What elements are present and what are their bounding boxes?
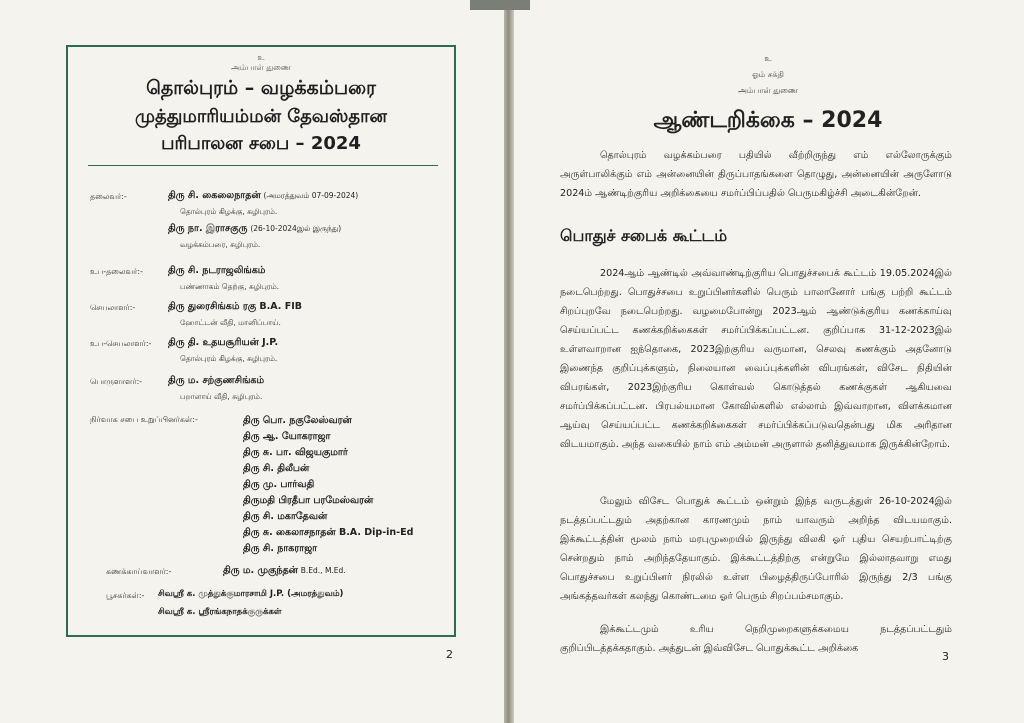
role-vice-secretary: உப-செயலாளர்:- <box>90 339 152 348</box>
right-invocation: அம்பாள் துணை <box>738 86 798 95</box>
auditor-name: திரு ம. முகுந்தன் B.Ed., M.Ed. <box>223 565 346 576</box>
role-president: தலைவர்:- <box>90 192 127 201</box>
right-page <box>512 0 1024 723</box>
member-name: திரு துரைசிங்கம் ரகு B.A. FIB <box>168 301 302 312</box>
committee-member: திரு சு. கைலாசநாதன் B.A. Dip-in-Ed <box>243 527 414 538</box>
report-title: ஆண்டறிக்கை – 2024 <box>653 108 883 133</box>
committee-member: திரு மு. பார்வதி <box>243 479 315 490</box>
member-name: திரு ம. சற்குணசிங்கம் <box>168 375 265 386</box>
committee-member: திருமதி பிரதீபா பரமேஸ்வரன் <box>243 495 374 506</box>
role-priests: பூசகர்கள்:- <box>106 591 145 600</box>
committee-member: திரு சி. நாகராஜா <box>243 543 318 554</box>
left-page <box>0 0 506 723</box>
member-place: பண்ணாகம் தெற்கு, சுழிபுரம். <box>180 282 280 291</box>
committee-member: திரு ஆ. யோகராஜா <box>243 431 331 442</box>
member-place: தொல்புரம் கிழக்கு, சுழிபுரம். <box>180 207 278 216</box>
title-line-1: தொல்புரம் – வழக்கம்பரை <box>146 77 376 99</box>
role-auditor: கணக்காய்வாளர்:- <box>106 567 172 576</box>
committee-frame <box>66 45 456 637</box>
member-name: திரு நா. இராசகுரு (26-10-2024இல் இருந்து) <box>168 223 342 234</box>
special-meeting-paragraph: மேலும் விசேட பொதுக் கூட்டம் ஒன்றும் இந்த வருடத்துள் 26-10-2024இல் நடத்தப்பட்டதும் அதற்கான காரணமும் நாம் யாவரும் அறிந்த விடயமாகும். இக்கூட்டத்தின் மூலம் நாம் மரபுமுறையில் இருந்து விலகி ஓர் புதிய செயற்பாட்டிற்கு சென்றதும் நாம் அறிந்ததேயாகும். இக்கூட்டத்திற்கு என்றுமே இல்லாதவாறு எமது பொதுச்சபை உறுப்பினர் நிரலில் உள்ள பிழைத்திருப்போரில் இருந்து 2/3 பங்கு அங்கத்தவர்கள் கலந்து கொண்டமை ஓர் பெரும் சிறப்பம்சமாகும். <box>560 496 952 602</box>
committee-member: திரு சு. பா. விஜயகுமார் <box>243 447 348 458</box>
member-place: ஹோட்டன் வீதி, மானிப்பாய். <box>180 318 281 327</box>
member-name: திரு சி. நடராஜலிங்கம் <box>168 265 266 276</box>
title-line-3: பரிபாலன சபை – 2024 <box>161 133 361 154</box>
role-vice-president: உப-தலைவர்:- <box>90 267 143 276</box>
page-number-left: 2 <box>446 648 453 661</box>
member-place: தொல்புரம் கிழக்கு, சுழிபுரம். <box>180 354 278 363</box>
committee-label: நிர்வாக சபை உறுப்பினர்கள்:- <box>90 415 198 424</box>
closing-paragraph: இக்கூட்டமும் உரிய நெறிமுறைகளுக்கமைய நடத்தப்பட்டதும் குறிப்பிடத்தக்கதாகும். அத்துடன் இவ்விசேட பொதுக்கூட்ட அறிக்கை <box>560 624 952 654</box>
member-name: திரு தி. உதயசூரியன் J.P. <box>168 337 279 348</box>
member-place: வழக்கம்பரை, சுழிபுரம். <box>180 240 261 249</box>
book-gutter <box>504 0 514 723</box>
general-meeting-paragraph: 2024ஆம் ஆண்டில் அவ்வாண்டிற்குரிய பொதுச்சபைக் கூட்டம் 19.05.2024இல் நடைபெற்றது. பொதுச்சபை உறுப்பினர்களில் பெரும் பாலானோர் பங்கு பற்றி கூட்டம் சிறப்புறவே நடைபெற்றது. வழமைபோன்று 2023ஆம் ஆண்டுக்குரிய கணக்காய்வு செய்யப்பட்ட கணக்கறிக்கைகள் சமர்ப்பிக்கப்பட்டன. குறிப்பாக 31-12-2023இல் உள்ளவாறான ஐந்தொகை, 2023இற்குரிய வருமான, செலவு கணக்கும் அதனோடு இணைந்த குறிப்புக்களும், நிலையான வைப்புக்களின் விபரங்கள், விசேட நிதியின் விபரங்கள், 2023இற்குரிய கொள்வல் கொடுத்தல் கணக்குகள் ஆகியவை சமர்ப்பிக்கப்பட்டன. பிரபல்யமான கோவில்களில் எல்லாம் இவ்வாறான, விளக்கமான ஆய்வு செய்யப்பட்ட கணக்கறிக்கைகள் சமர்ப்பிக்கப்படுவதென்பது மிக அரிதான விடயமாகும். அந்த வகையில் நாம் எம் அம்மன் அருளால் தனித்துவமாக இருக்கின்றோம். <box>560 268 952 450</box>
binding-corner <box>470 0 530 10</box>
om-line: ஓம் சக்தி <box>752 70 784 79</box>
committee-member: திரு பொ. நகுலேஸ்வரன் <box>243 415 352 426</box>
intro-paragraph: தொல்புரம் வழக்கம்பரை பதியில் வீற்றிருந்து எம் எல்லோருக்கும் அருள்பாலிக்கும் எம் அன்னையின் திருப்பாதங்களை தொழுது, அன்னையின் அருளோடு 2024ம் ஆண்டிற்குரிய அறிக்கையை சமர்ப்பிப்பதில் பெருமகிழ்ச்சி அடைகின்றேன். <box>560 150 952 199</box>
priest-name: சிவஸ்ரீ க. முத்துக்குமாரசாமி J.P. (அமரத்துவம்) <box>158 589 344 599</box>
page-number-right: 3 <box>942 650 949 663</box>
title-divider <box>88 165 438 166</box>
committee-member: திரு சி. திலீபன் <box>243 463 310 474</box>
role-treasurer: பொருளாளர்:- <box>90 377 143 386</box>
right-symbol: உ <box>764 54 772 63</box>
section-heading: பொதுச் சபைக் கூட்டம் <box>560 226 728 245</box>
left-invocation: அம்பாள் துணை <box>231 63 291 72</box>
title-line-2: முத்துமாரியம்மன் தேவஸ்தான <box>135 106 387 127</box>
member-name: திரு சி. கைலைநாதன் (அமரத்துவம் 07-09-2024) <box>168 190 359 201</box>
member-place: பறாளாய் வீதி, சுழிபுரம். <box>180 392 263 401</box>
role-secretary: செயலாளர்:- <box>90 303 136 312</box>
left-symbol: உ <box>257 53 265 62</box>
priest-name: சிவஸ்ரீ க. ஸ்ரீரங்கநாதக்குருக்கள் <box>158 607 282 617</box>
committee-member: திரு சி. மகாதேவன் <box>243 511 328 522</box>
